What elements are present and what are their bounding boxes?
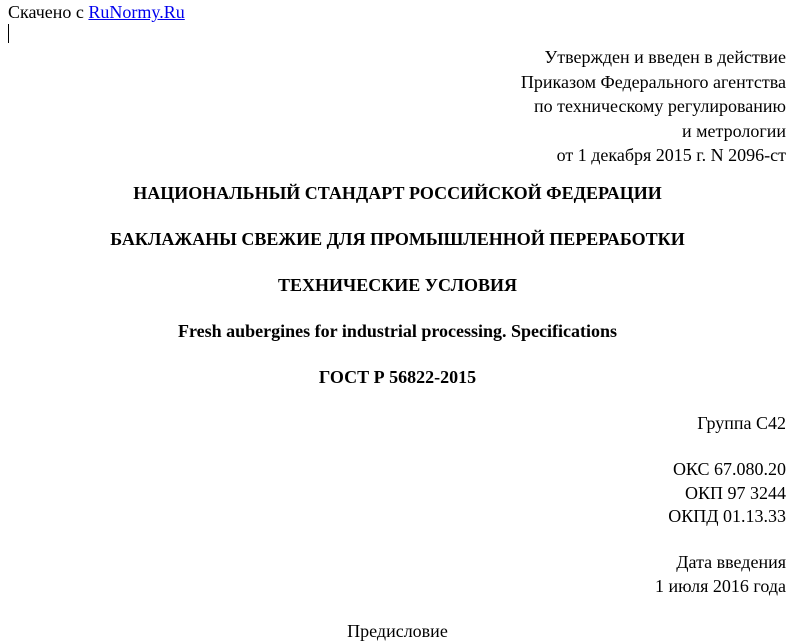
standard-heading: НАЦИОНАЛЬНЫЙ СТАНДАРТ РОССИЙСКОЙ ФЕДЕРАЦИИ (133, 183, 662, 203)
oks-line: ОКС 67.080.20 (672, 459, 786, 479)
classification-codes (668, 458, 786, 529)
approval-line: по техническому регулированию (533, 96, 786, 116)
intro-date-value: 1 июля 2016 года (655, 575, 786, 596)
approval-block (521, 45, 786, 168)
document-subtitle: ТЕХНИЧЕСКИЕ УСЛОВИЯ (278, 275, 517, 295)
okp-line: ОКП 97 3244 (684, 482, 786, 503)
group-line: Группа С42 (697, 413, 786, 433)
preface-heading: Предисловие (347, 621, 448, 641)
english-title: Fresh aubergines for industrial processing. Specifications (177, 321, 618, 341)
okpd-line: ОКПД 01.13.33 (668, 506, 786, 526)
approval-line: и метрологии (682, 120, 786, 141)
document-title: БАКЛАЖАНЫ СВЕЖИЕ ДЛЯ ПРОМЫШЛЕННОЙ ПЕРЕРАБОТКИ (110, 229, 685, 249)
source-line (8, 1, 185, 23)
source-prefix: Скачено с (8, 2, 84, 22)
introduction-date (655, 551, 786, 598)
gost-number: ГОСТ Р 56822-2015 (318, 367, 477, 387)
group-code (697, 412, 786, 436)
approval-line: Утвержден и введен в действие (544, 47, 786, 67)
approval-line: от 1 декабря 2015 г. N 2096-ст (556, 145, 786, 165)
source-link[interactable]: RuNormy.Ru (88, 2, 185, 22)
intro-date-label: Дата введения (676, 552, 786, 572)
text-cursor (8, 24, 9, 43)
approval-line: Приказом Федерального агентства (520, 71, 786, 92)
